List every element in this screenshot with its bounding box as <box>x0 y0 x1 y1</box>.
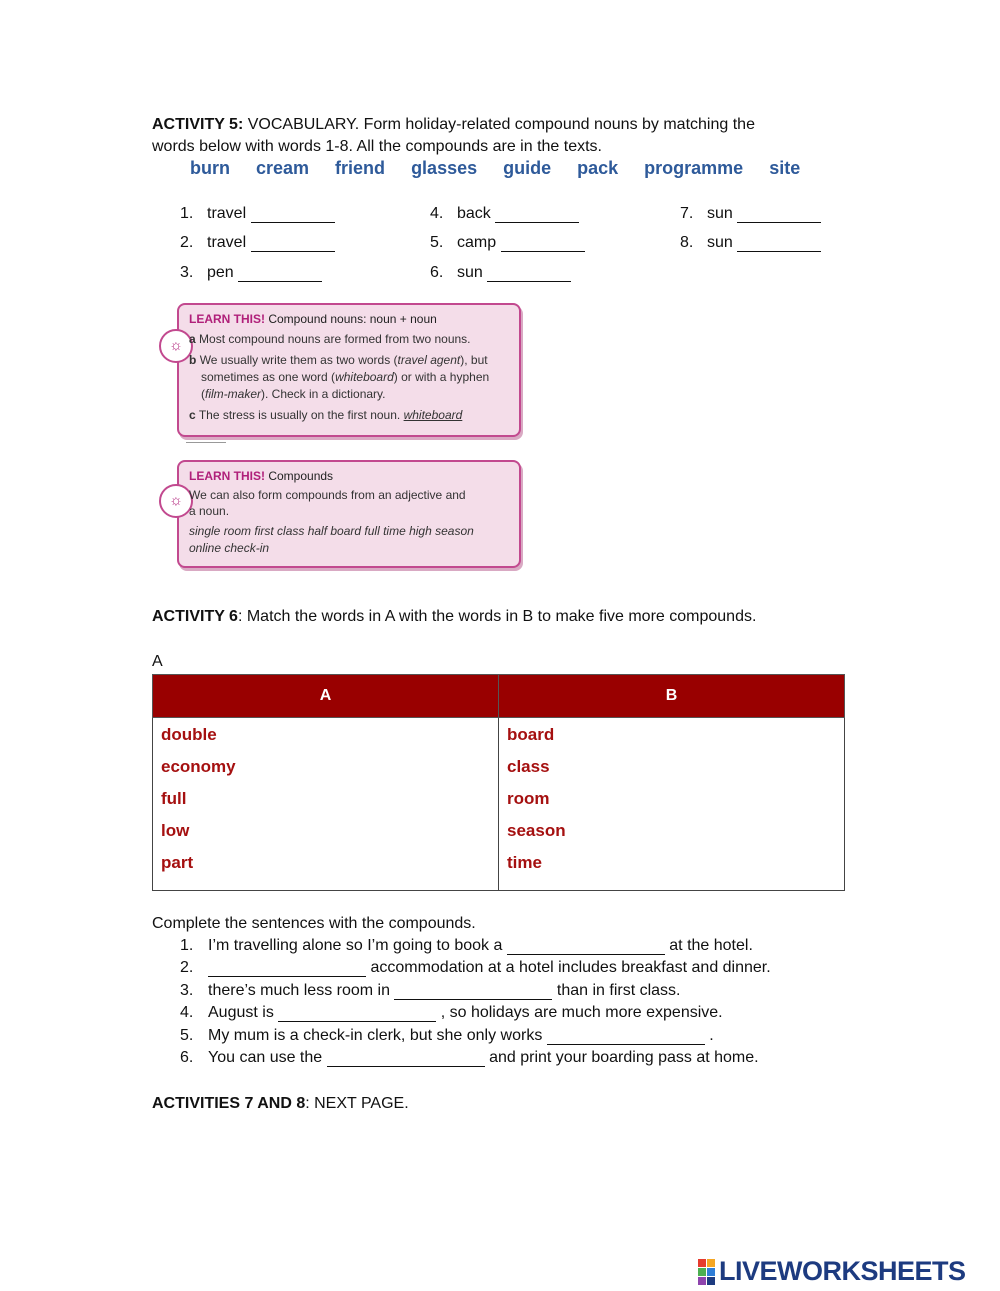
word-a[interactable]: economy <box>161 757 236 776</box>
learn-box-title: LEARN THIS! <box>189 469 265 483</box>
sentence-number: 6. <box>180 1049 194 1066</box>
item-word: sun <box>457 264 483 281</box>
learn-box-text: a noun. <box>189 504 230 518</box>
sentence-text: I’m travelling alone so I’m going to book a <box>208 937 507 954</box>
activity5-item <box>180 264 322 282</box>
sentence-item <box>180 1027 714 1045</box>
learn-this-box-noun-noun <box>169 303 521 437</box>
sentence-answer-input[interactable] <box>208 960 366 977</box>
word-bank-item: glasses <box>411 158 478 178</box>
word-b[interactable]: room <box>507 789 550 808</box>
answer-input[interactable] <box>251 206 335 223</box>
learn-box-heading <box>189 312 437 326</box>
activity5-item <box>180 205 335 223</box>
rule-key: b <box>189 353 197 367</box>
item-number: 8. <box>680 234 694 251</box>
word-b[interactable]: season <box>507 821 566 840</box>
rule-example: whiteboard <box>335 370 394 384</box>
answer-input[interactable] <box>251 235 335 252</box>
activity5-instruction-line2: words below with words 1-8. All the compounds are in the texts. <box>152 138 602 155</box>
rule-example: whiteboard <box>403 408 463 422</box>
item-word: pen <box>207 264 234 281</box>
rule-text: ) or with a hyphen <box>393 370 490 384</box>
learn-box-subtitle: Compound nouns: noun + noun <box>268 312 437 326</box>
activity6-label: ACTIVITY 6 <box>152 608 238 625</box>
answer-input[interactable] <box>238 265 322 282</box>
sentence-text: and print your boarding pass at home. <box>484 1049 759 1066</box>
logo-mark-icon <box>698 1259 715 1285</box>
activity5-item <box>680 234 821 252</box>
word-bank-item: site <box>769 158 801 178</box>
column-a <box>153 718 499 891</box>
rule-text: The stress is usually on the first noun. <box>198 408 401 422</box>
word-bank-item: guide <box>503 158 552 178</box>
word-a[interactable]: full <box>161 789 187 808</box>
learn-box-rule-c <box>189 408 462 422</box>
column-header-a: A <box>153 675 499 718</box>
word-b[interactable]: board <box>507 725 555 744</box>
sentence-answer-input[interactable] <box>394 983 552 1000</box>
rule-example: travel agent <box>397 353 461 367</box>
sentence-text: August is <box>208 1004 279 1021</box>
activity5-item <box>680 205 821 223</box>
activity5-item <box>430 264 571 282</box>
sentence-text: You can use the <box>208 1049 327 1066</box>
item-word: travel <box>207 234 247 251</box>
column-header-b: B <box>499 675 845 718</box>
lightbulb-icon: ☼ <box>159 484 193 518</box>
word-bank-item: pack <box>577 158 619 178</box>
sentence-text: accommodation at a hotel includes breakfast and dinner. <box>366 959 771 976</box>
learn-box-examples: online check-in <box>189 541 270 555</box>
sentence-text: . <box>704 1027 714 1044</box>
rule-text: ( <box>201 387 205 401</box>
learn-box-rule-b-cont <box>201 370 489 384</box>
answer-input[interactable] <box>495 206 579 223</box>
word-bank-item: friend <box>335 158 386 178</box>
learn-box-title: LEARN THIS! <box>189 312 265 326</box>
answer-input[interactable] <box>501 235 585 252</box>
learn-box-text: We can also form compounds from an adjective and <box>189 488 466 502</box>
liveworksheets-logo <box>698 1256 966 1287</box>
sentence-number: 5. <box>180 1027 194 1044</box>
sentence-item <box>180 1049 759 1067</box>
rule-text: ), but <box>460 353 488 367</box>
sentence-answer-input[interactable] <box>507 938 665 955</box>
sentence-text: , so holidays are much more expensive. <box>436 1004 723 1021</box>
rule-example: film-maker <box>205 387 261 401</box>
sentence-number: 2. <box>180 959 194 976</box>
word-a[interactable]: part <box>161 853 194 872</box>
item-word: sun <box>707 234 733 251</box>
sentence-answer-input[interactable] <box>547 1028 705 1045</box>
logo-text: LIVEWORKSHEETS <box>719 1256 966 1286</box>
sentences-intro: Complete the sentences with the compounds. <box>152 915 476 932</box>
word-a[interactable]: double <box>161 725 217 744</box>
item-word: camp <box>457 234 497 251</box>
item-word: travel <box>207 205 247 222</box>
item-number: 7. <box>680 205 694 222</box>
next-page-label: ACTIVITIES 7 AND 8 <box>152 1095 306 1112</box>
table-caption: A <box>152 653 163 670</box>
learn-box-examples: single room first class half board full time high season <box>189 524 474 538</box>
activity5-item <box>180 234 335 252</box>
activity6-instruction: : Match the words in A with the words in B to make five more compounds. <box>237 608 757 625</box>
item-word: sun <box>707 205 733 222</box>
sentence-text: My mum is a check-in clerk, but she only works <box>208 1027 547 1044</box>
activity5-item <box>430 234 585 252</box>
answer-input[interactable] <box>487 265 571 282</box>
next-page-text: : NEXT PAGE. <box>305 1095 409 1112</box>
word-bank-item: cream <box>256 158 310 178</box>
sentence-item <box>180 982 681 1000</box>
word-bank-item: burn <box>190 158 230 178</box>
sentence-item <box>180 1004 723 1022</box>
sentence-number: 3. <box>180 982 194 999</box>
answer-input[interactable] <box>737 235 821 252</box>
word-b[interactable]: time <box>507 853 542 872</box>
learn-box-subtitle: Compounds <box>268 469 334 483</box>
activity5-instructions <box>152 114 852 158</box>
word-bank <box>190 158 830 179</box>
rule-text: ). Check in a dictionary. <box>261 387 386 401</box>
sentence-item <box>180 937 753 955</box>
learn-box-rule-b-cont2 <box>201 387 386 401</box>
activity5-item <box>430 205 579 223</box>
rule-text: We usually write them as two words ( <box>199 353 398 367</box>
activity5-instruction-line1: VOCABULARY. Form holiday-related compound nouns by matching the <box>243 116 755 133</box>
item-number: 3. <box>180 264 194 281</box>
activity5-label: ACTIVITY 5: <box>152 116 244 133</box>
divider <box>186 442 226 443</box>
item-word: back <box>457 205 491 222</box>
item-number: 5. <box>430 234 444 251</box>
word-bank-item: programme <box>644 158 744 178</box>
word-b[interactable]: class <box>507 757 550 776</box>
column-b <box>499 718 845 891</box>
lightbulb-icon: ☼ <box>159 329 193 363</box>
sentence-text: than in first class. <box>552 982 681 999</box>
sentence-number: 4. <box>180 1004 194 1021</box>
learn-box-heading <box>189 469 333 483</box>
matching-table <box>152 674 845 891</box>
rule-key: a <box>189 332 196 346</box>
rule-text: sometimes as one word ( <box>201 370 336 384</box>
item-number: 2. <box>180 234 194 251</box>
learn-box-rule-a <box>189 332 471 346</box>
sentence-text: there’s much less room in <box>208 982 395 999</box>
item-number: 4. <box>430 205 444 222</box>
rule-text: Most compound nouns are formed from two nouns. <box>199 332 471 346</box>
item-number: 1. <box>180 205 194 222</box>
sentence-answer-input[interactable] <box>327 1050 485 1067</box>
sentence-number: 1. <box>180 937 194 954</box>
word-a[interactable]: low <box>161 821 190 840</box>
rule-key: c <box>189 408 196 422</box>
item-number: 6. <box>430 264 444 281</box>
learn-this-box-compounds <box>169 460 521 568</box>
next-page-note <box>152 1095 409 1113</box>
learn-box-rule-b <box>189 353 488 367</box>
sentence-answer-input[interactable] <box>278 1005 436 1022</box>
answer-input[interactable] <box>737 206 821 223</box>
sentence-item <box>180 959 771 977</box>
activity6-instructions <box>152 608 756 626</box>
sentence-text: at the hotel. <box>664 937 753 954</box>
